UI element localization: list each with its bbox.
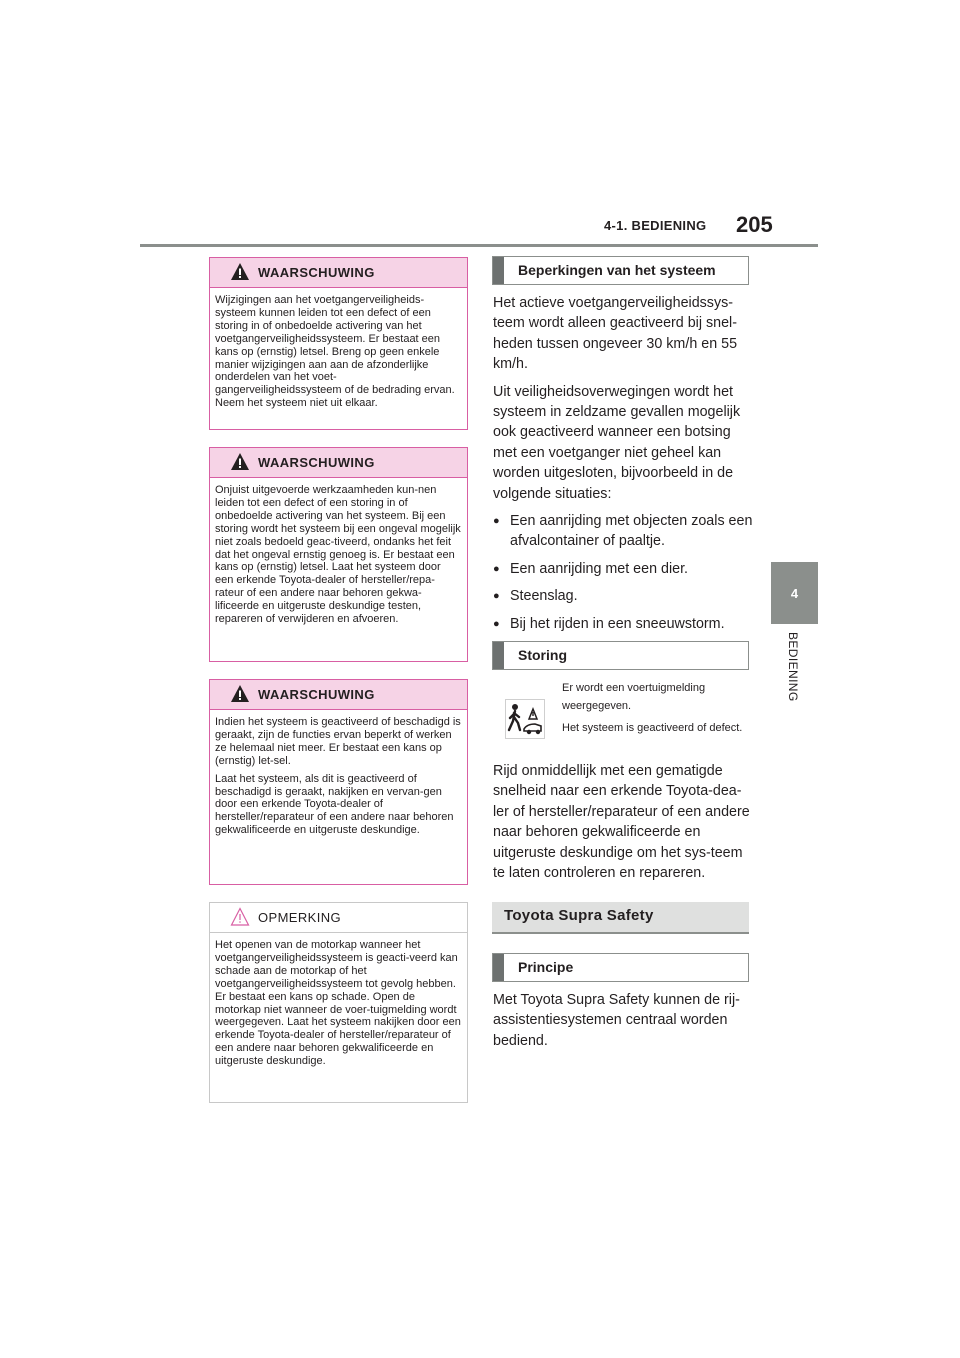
warning-title: WAARSCHUWING (258, 455, 375, 470)
section-heading-principe (492, 953, 749, 982)
paragraph: Uit veiligheidsoverwegingen wordt het systeem in zeldzame gevallen mogelijk ook geactiveerd wanneer een botsing met een voetganger niet geheel kan worden uitgesloten, bijvoorbeeld in de volgende situaties: (493, 383, 741, 502)
message-text: Er wordt een voertuigmelding weergegeven. (562, 682, 706, 713)
paragraph: Met Toyota Supra Safety kunnen de rij-assistentiesystemen centraal worden bediend. (493, 992, 740, 1049)
storing-text (493, 761, 755, 890)
storing-messages (562, 679, 748, 740)
note-box (209, 902, 468, 1103)
warning-title: WAARSCHUWING (258, 265, 375, 280)
section-title: 4-1. BEDIENING (604, 218, 707, 233)
heading-text: Beperkingen van het systeem (518, 262, 716, 278)
page-number: 205 (736, 212, 773, 237)
limits-text (493, 293, 755, 641)
heading-text: Storing (518, 647, 567, 663)
warning-triangle-icon (230, 684, 250, 703)
warning-triangle-icon (230, 452, 250, 471)
section-heading-storing (492, 641, 749, 670)
heading-text: Principe (518, 959, 574, 975)
caution-outline-icon (230, 907, 250, 926)
section-heading-limits (492, 256, 749, 285)
chapter-tab: 4 (771, 562, 818, 624)
warning-text: Laat het systeem, als dit is geactiveerd of beschadigd is geraakt, nakijken en vervan-gen door een erkende Toyota-dealer of hersteller/reparateur of een andere naar behoren gekwalificeerde en uitgeruste deskundige. (215, 772, 454, 837)
bullet-item: ● Bij het rijden in een sneeuwstorm. (493, 614, 755, 634)
principe-text (493, 990, 755, 1058)
paragraph: Rijd onmiddellijk met een gematigde snelheid naar een erkende Toyota-dea-ler of hersteller/reparateur of een andere naar behoren gekwalificeerde en uitgeruste deskundige om het sys-teem te laten controleren en repareren. (493, 763, 750, 882)
bullet-item: ● Steenslag. (493, 586, 755, 606)
bullet-item: ● Een aanrijding met objecten zoals een afvalcontainer of paaltje. (493, 511, 755, 552)
warning-title: WAARSCHUWING (258, 687, 375, 702)
pedestrian-warning-icon (505, 699, 545, 739)
warning-box-1 (209, 257, 468, 430)
warning-text: Wijzigingen aan het voetgangerveiligheids-systeem kunnen leiden tot een defect of een storing in of onbedoelde activering van het voetgangerveiligheidssysteem. Er bestaat een kans op (ernstig) letsel. Breng op geen enkele manier wijzigingen aan aan de afzonderlijke onderdelen van het voet-gangerveiligheidssysteem of de bedrading ervan. Neem het systeem niet uit elkaar. (215, 294, 455, 410)
warning-text: Onjuist uitgevoerde werkzaamheden kun-nen leiden tot een defect of een storing in of onbedoelde activering van het systeem. Bij een storing wordt het systeem bij een ongeval mogelijk niet zoals bedoeld geac-tiveerd, ondanks het feit dat het ongeval ernstig genoeg is. Er bestaat een kans op (ernstig) letsel. Laat het systeem door een erkende Toyota-dealer of hersteller/repa-rateur of een andere naar behoren gekwa-lificeerde en uitgeruste deskundige testen, repareren of verwijderen en afvoeren. (215, 484, 461, 626)
warning-text: Indien het systeem is geactiveerd of beschadigd is geraakt, zijn de functies ervan beperkt of werken ze helemaal niet meer. Er bestaat een kans op (ernstig) let-sel. (215, 716, 461, 767)
warning-box-2 (209, 447, 468, 662)
message-text: Het systeem is geactiveerd of defect. (562, 721, 743, 734)
warning-triangle-icon (230, 262, 250, 281)
heading-text: Toyota Supra Safety (504, 907, 654, 924)
warning-box-3 (209, 679, 468, 885)
note-title: OPMERKING (258, 910, 342, 925)
chapter-label: BEDIENING (786, 632, 800, 702)
note-text: Het openen van de motorkap wanneer het voetgangerveiligheidssysteem is geacti-veerd kan schade aan de motorkap of het voetgangerveiligheidssysteem tot gevolg hebben. Er bestaat een kans op schade. Open de motorkap niet wanneer de voer-tuigmelding wordt weergegeven. Laat het systeem nakijken door een erkende Toyota-dealer of hersteller/reparateur of een andere naar behoren gekwalificeerde en uitgeruste deskundige. (215, 939, 461, 1068)
header-rule (140, 244, 818, 247)
bullet-item: ● Een aanrijding met een dier. (493, 559, 755, 579)
paragraph: Het actieve voetgangerveiligheidssys-teem wordt alleen geactiveerd bij snel-heden tussen ongeveer 30 km/h en 55 km/h. (493, 295, 738, 373)
chapter-heading-safety (492, 902, 749, 934)
